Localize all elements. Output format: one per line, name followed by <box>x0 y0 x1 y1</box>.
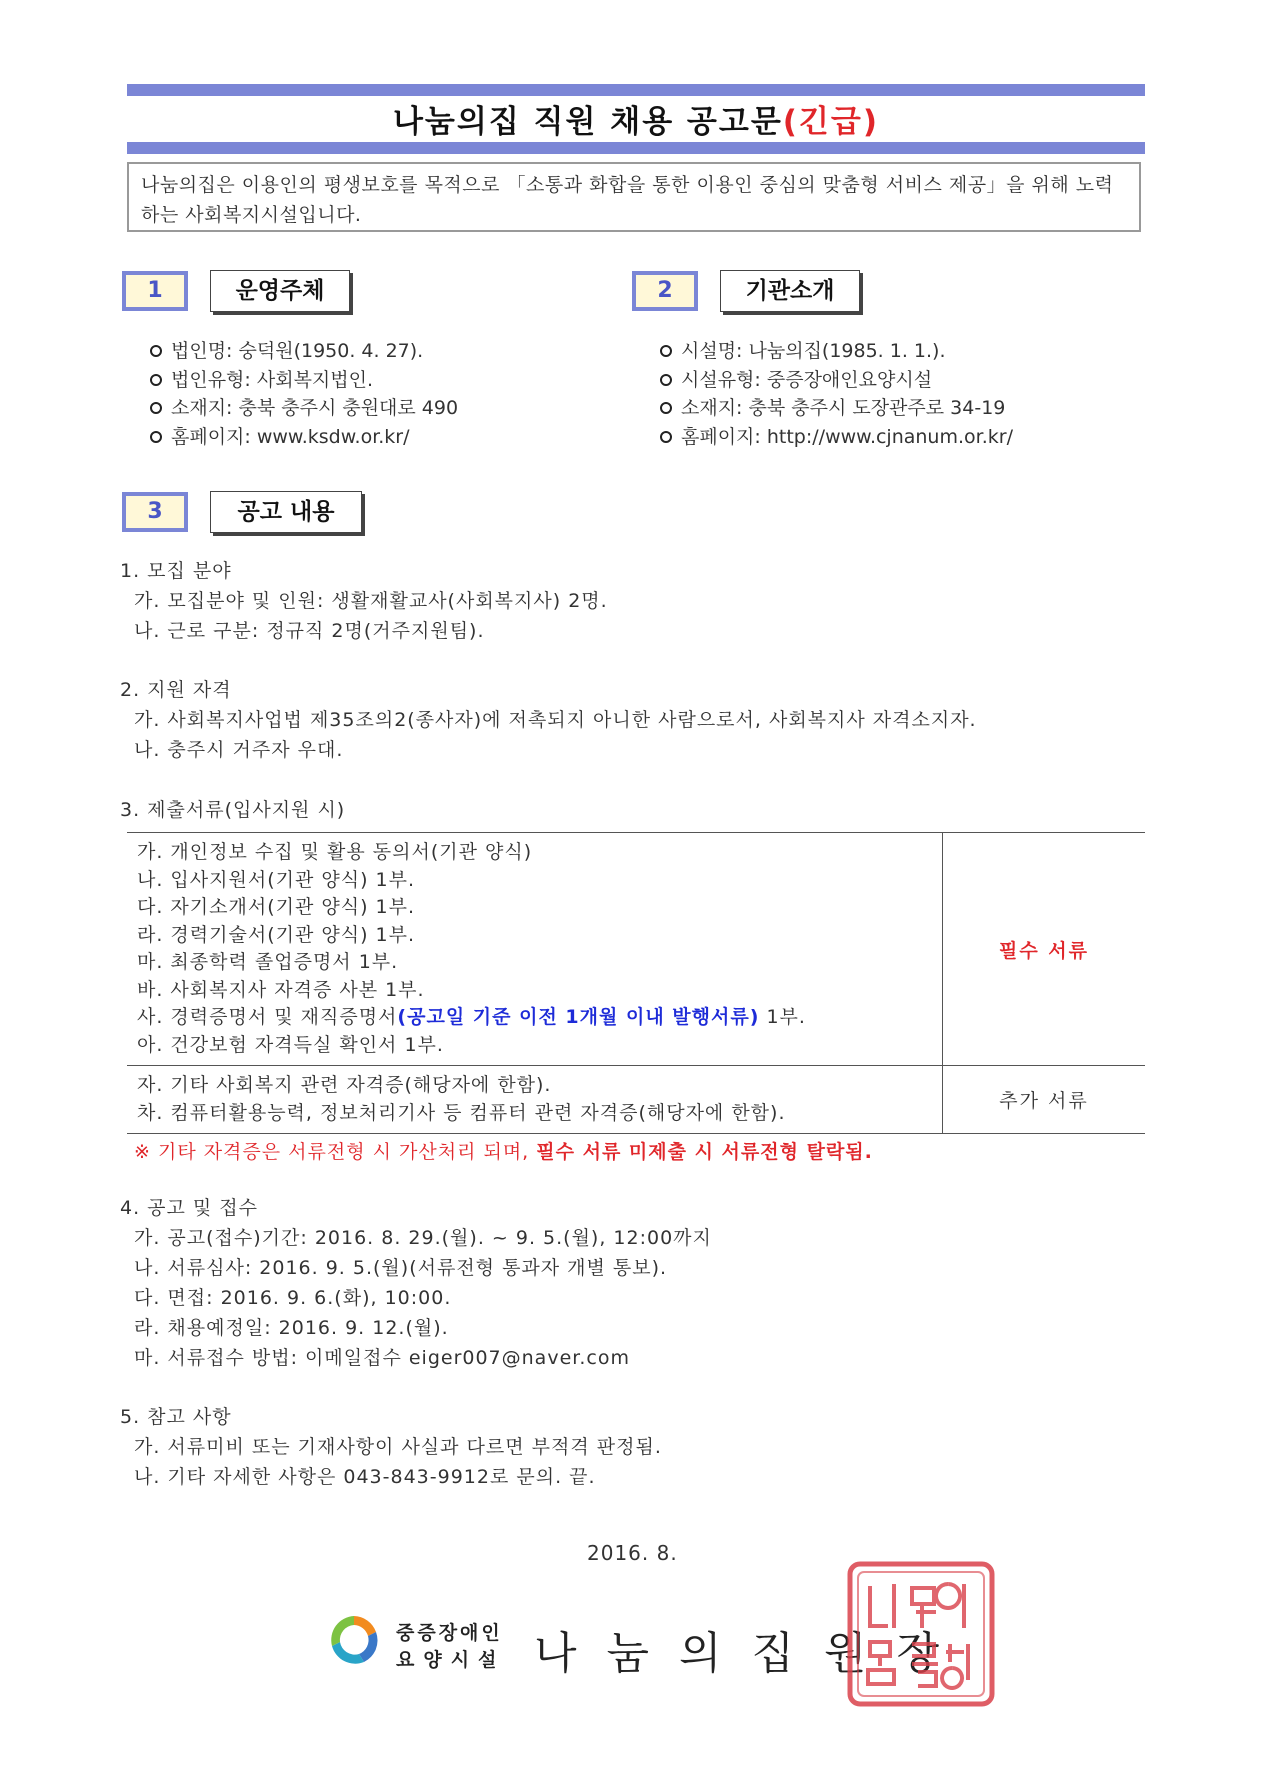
reference-item: 나. 기타 자세한 사항은 043-843-9912로 문의. 끝. <box>134 1466 596 1488</box>
additional-documents-list <box>127 1066 943 1134</box>
schedule-heading: 4. 공고 및 접수 <box>120 1197 259 1219</box>
list-item: 자. 기타 사회복지 관련 자격증(해당자에 한함). <box>137 1074 552 1096</box>
recruit-item: 나. 근로 구분: 정규직 2명(거주지원팀). <box>134 620 485 642</box>
top-accent-bar <box>127 84 1145 96</box>
additional-documents-label: 추가 서류 <box>943 1066 1146 1134</box>
schedule-item: 다. 면접: 2016. 9. 6.(화), 10:00. <box>134 1287 452 1309</box>
table-row <box>127 1066 1145 1134</box>
documents-heading: 3. 제출서류(입사지원 시) <box>120 799 346 821</box>
list-item: 나. 입사지원서(기관 양식) 1부. <box>137 868 416 891</box>
documents-table <box>127 832 1145 1134</box>
section-2-label: 기관소개 <box>720 270 860 312</box>
intro-box: 나눔의집은 이용인의 평생보호를 목적으로 「소통과 화합을 통한 이용인 중심의 맞춤형 서비스 제공」을 위해 노력하는 사회복지시설입니다. <box>127 162 1141 232</box>
circle-bullet-icon <box>660 431 672 443</box>
list-item: 마. 최종학력 졸업증명서 1부. <box>137 951 399 973</box>
section-1-label: 운영주체 <box>210 270 350 312</box>
page-title <box>127 96 1145 140</box>
section-2-number: 2 <box>632 271 698 311</box>
qualification-item: 가. 사회복지사업법 제35조의2(종사자)에 저촉되지 아니한 사람으로서, 사회복지사 자격소지자. <box>134 709 977 731</box>
list-item: 라. 경력기술서(기관 양식) 1부. <box>137 923 416 946</box>
list-item: 시설명: 나눔의집(1985. 1. 1.). <box>660 337 1013 366</box>
list-item: 법인유형: 사회복지법인. <box>150 366 458 395</box>
career-highlight: (공고일 기준 이전 1개월 이내 발행서류) <box>397 1006 760 1028</box>
list-item: 소재지: 충북 충주시 충원대로 490 <box>150 394 458 423</box>
schedule-item: 마. 서류접수 방법: 이메일접수 eiger007@naver.com <box>134 1347 630 1369</box>
schedule-section <box>120 1193 712 1373</box>
recruit-section <box>120 556 608 646</box>
circle-bullet-icon <box>660 345 672 357</box>
section-2-list <box>660 337 1013 451</box>
reference-section <box>120 1402 662 1492</box>
list-item: 차. 컴퓨터활용능력, 정보처리기사 등 컴퓨터 관련 자격증(해당자에 한함). <box>137 1101 786 1124</box>
circle-bullet-icon <box>660 374 672 386</box>
circle-bullet-icon <box>660 402 672 414</box>
list-item: 다. 자기소개서(기관 양식) 1부. <box>137 896 416 918</box>
documents-note: ※ 기타 자격증은 서류전형 시 가산처리 되며, 필수 서류 미제출 시 서류전형 탈락됨. <box>134 1141 873 1163</box>
qualification-heading: 2. 지원 자격 <box>120 679 232 701</box>
table-row <box>127 833 1145 1066</box>
circle-bullet-icon <box>150 374 162 386</box>
list-item: 바. 사회복지사 자격증 사본 1부. <box>137 978 425 1001</box>
schedule-item: 나. 서류심사: 2016. 9. 5.(월)(서류전형 통과자 개별 통보). <box>134 1257 668 1279</box>
title-underline-bar <box>127 142 1145 154</box>
qualification-section <box>120 675 977 765</box>
organization-logo-icon <box>324 1610 384 1670</box>
list-item: 소재지: 충북 충주시 도장관주로 34-19 <box>660 394 1013 423</box>
schedule-item: 라. 채용예정일: 2016. 9. 12.(월). <box>134 1317 449 1339</box>
list-item: 홈페이지: www.ksdw.or.kr/ <box>150 423 458 452</box>
list-item: 가. 개인정보 수집 및 활용 동의서(기관 양식) <box>137 841 533 863</box>
required-documents-label: 필수 서류 <box>943 833 1146 1066</box>
list-item: 사. 경력증명서 및 재직증명서(공고일 기준 이전 1개월 이내 발행서류) 1부. <box>137 1006 806 1028</box>
qualification-item: 나. 충주시 거주자 우대. <box>134 739 344 761</box>
list-item: 홈페이지: http://www.cjnanum.or.kr/ <box>660 423 1013 452</box>
schedule-item: 가. 공고(접수)기간: 2016. 8. 29.(월). ~ 9. 5.(월), 12:00까지 <box>134 1227 712 1249</box>
section-3-number: 3 <box>122 492 188 532</box>
list-item: 시설유형: 중증장애인요양시설 <box>660 366 1013 395</box>
required-documents-list <box>127 833 943 1066</box>
urgent-badge: (긴급) <box>782 104 880 140</box>
circle-bullet-icon <box>150 431 162 443</box>
recruit-item: 가. 모집분야 및 인원: 생활재활교사(사회복지사) 2명. <box>134 590 608 612</box>
signature-name: 나눔의집원장 <box>534 1628 970 1679</box>
issue-date: 2016. 8. <box>587 1541 678 1565</box>
org-name-line2: 요양시설 <box>396 1649 506 1671</box>
section-1-number: 1 <box>122 271 188 311</box>
list-item: 아. 건강보험 자격득실 확인서 1부. <box>137 1033 444 1056</box>
reference-item: 가. 서류미비 또는 기재사항이 사실과 다르면 부적격 판정됨. <box>134 1436 662 1458</box>
section-1-list <box>150 337 458 451</box>
list-item: 법인명: 숭덕원(1950. 4. 27). <box>150 337 458 366</box>
reference-heading: 5. 참고 사항 <box>120 1406 232 1428</box>
official-seal-icon <box>846 1560 996 1708</box>
page-title-main: 나눔의집 직원 채용 공고문 <box>392 104 783 140</box>
recruit-heading: 1. 모집 분야 <box>120 560 232 582</box>
section-3-label: 공고 내용 <box>210 491 362 533</box>
org-name-line1: 중증장애인 <box>396 1622 503 1644</box>
circle-bullet-icon <box>150 345 162 357</box>
circle-bullet-icon <box>150 402 162 414</box>
